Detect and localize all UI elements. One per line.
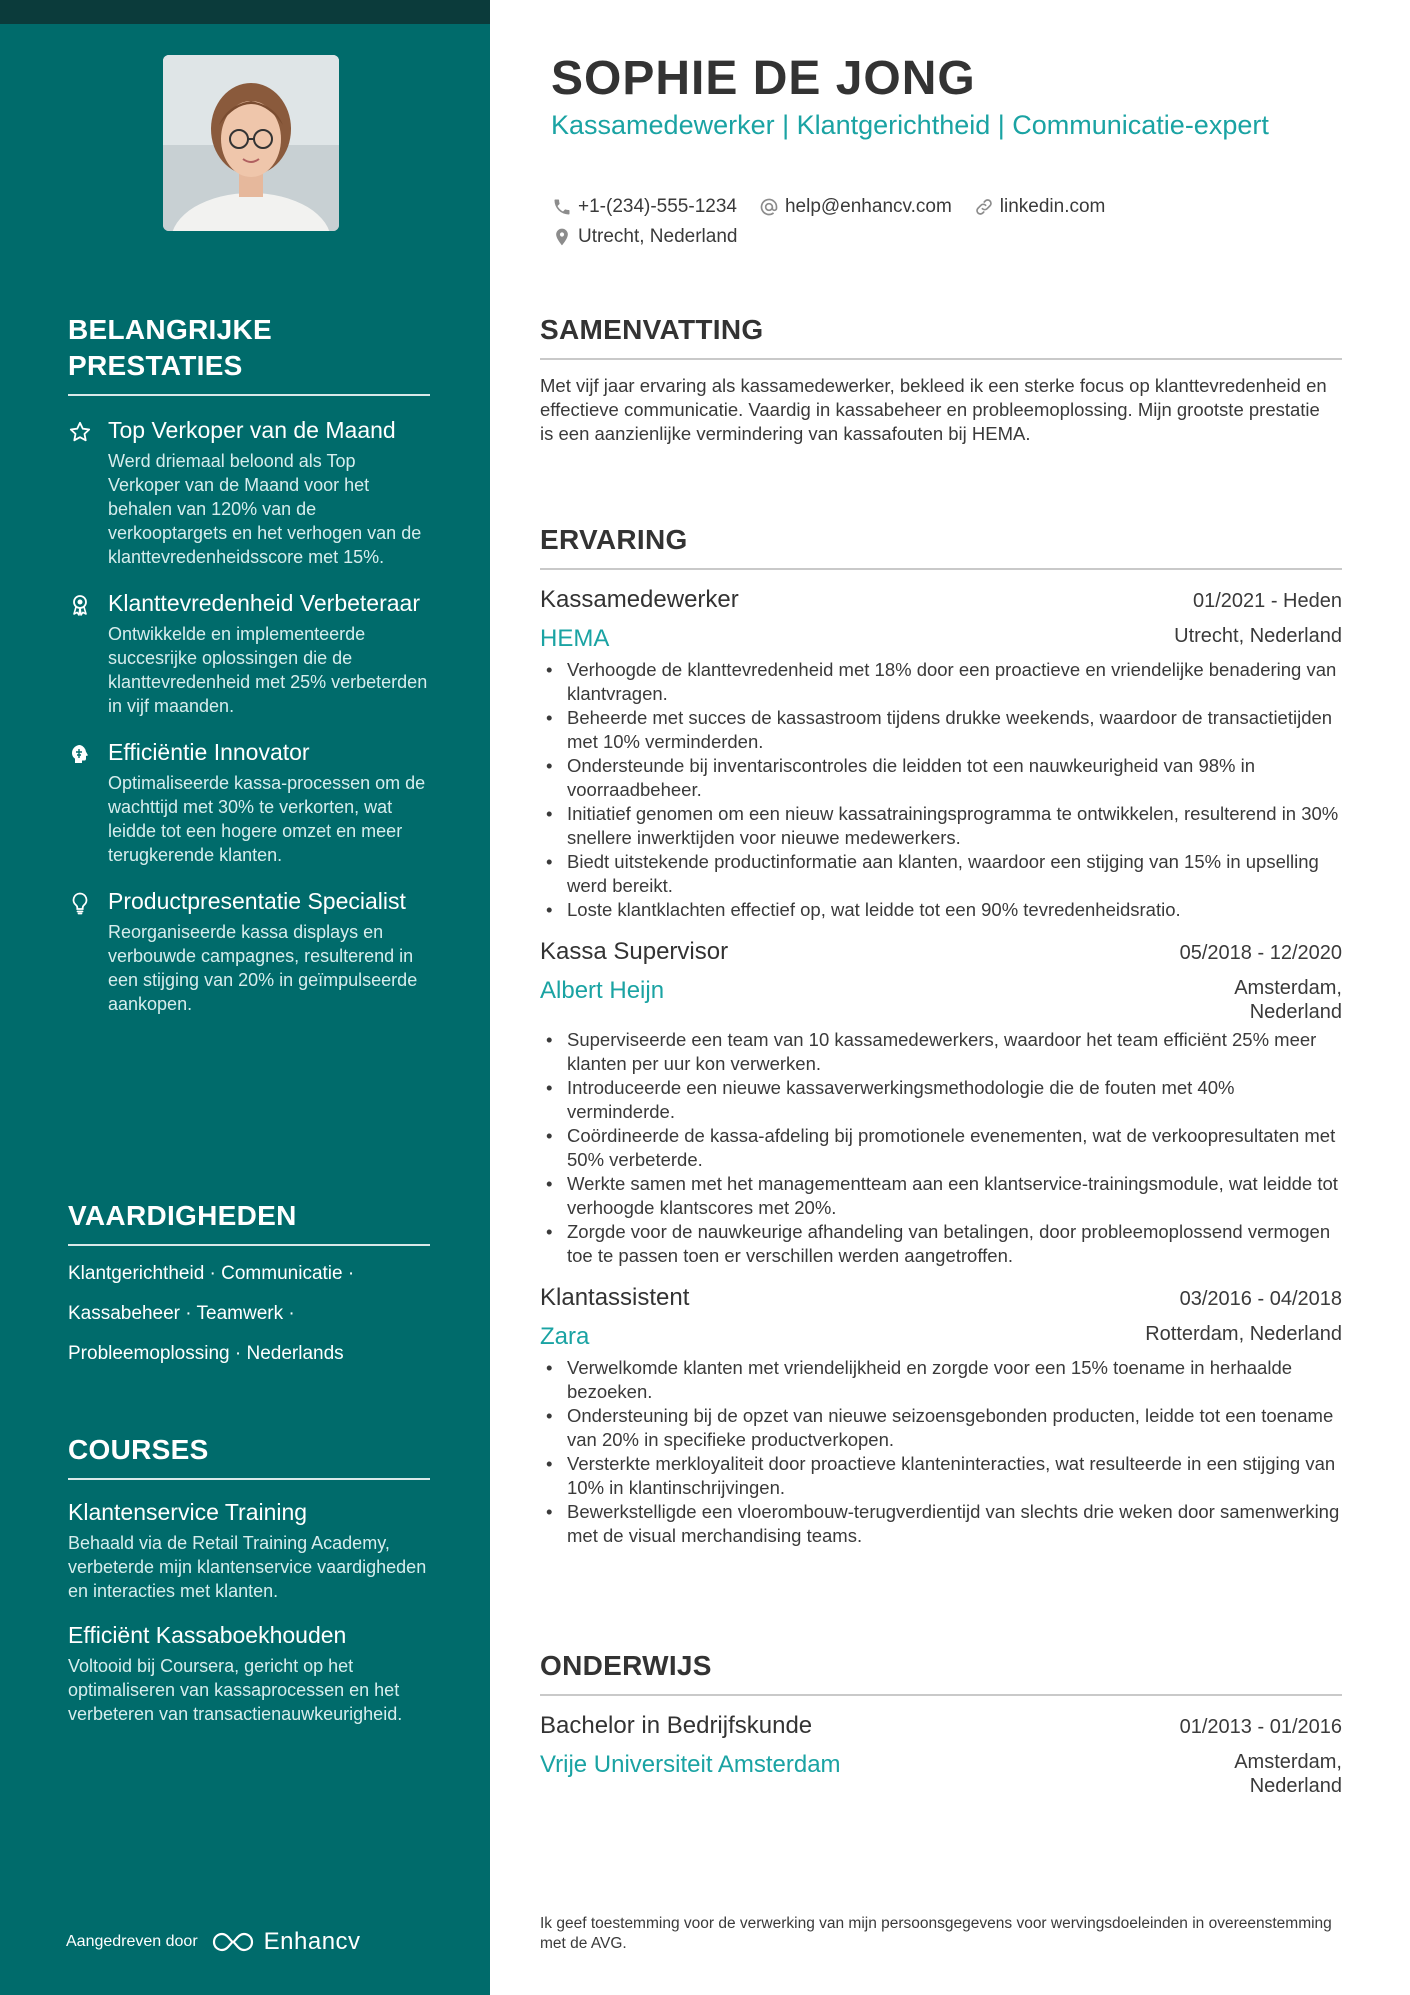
achievement-item bbox=[68, 416, 430, 569]
candidate-name: SOPHIE DE JONG bbox=[551, 52, 976, 105]
course-description: Behaald via de Retail Training Academy, verbeterde mijn klantenservice vaardigheden en interacties met klanten. bbox=[68, 1533, 427, 1601]
achievements-section bbox=[68, 312, 430, 1016]
powered-by bbox=[66, 1928, 361, 1956]
achievement-item bbox=[68, 589, 430, 718]
company-name: Albert Heijn bbox=[540, 977, 665, 1004]
brain-icon bbox=[68, 742, 92, 766]
job-bullet: • Verhoogde de klanttevredenheid met 18% door een proactieve en vriendelijke benadering van klantvragen. bbox=[540, 658, 1342, 706]
job-location: Amsterdam, Nederland bbox=[1234, 977, 1342, 1023]
job-location: Utrecht, Nederland bbox=[1174, 625, 1342, 647]
job-title: Kassamedewerker bbox=[540, 586, 739, 613]
achievement-item bbox=[68, 738, 430, 867]
achievement-description: Werd driemaal beloond als Top Verkoper van de Maand voor het behalen van 120% van de verkooptargets en het verhogen van de klanttevredenheidsscore met 15%. bbox=[108, 451, 422, 567]
job-bullet: • Coördineerde de kassa-afdeling bij promotionele evenementen, wat de verkoopresultaten met 50% verbeterde. bbox=[540, 1124, 1342, 1172]
job-location: Rotterdam, Nederland bbox=[1145, 1323, 1342, 1345]
skills-divider bbox=[68, 1244, 430, 1246]
education-title: ONDERWIJS bbox=[540, 1650, 712, 1681]
achievement-description: Optimaliseerde kassa-processen om de wachttijd met 30% te verkorten, wat leidde tot een hogere omzet en meer terugkerende klanten. bbox=[108, 773, 426, 865]
job-bullet: • Initiatief genomen om een nieuw kassatrainingsprogramma te ontwikkelen, resulterend in 30% snellere inwerktijden voor nieuwe medewerkers. bbox=[540, 802, 1342, 850]
courses-divider bbox=[68, 1478, 430, 1480]
course-description: Voltooid bij Coursera, gericht op het optimaliseren van kassaprocessen en het verbeteren van transactienauwkeurigheid. bbox=[68, 1656, 403, 1724]
phone-text: +1-(234)-555-1234 bbox=[578, 196, 737, 217]
location-text: Utrecht, Nederland bbox=[578, 226, 738, 247]
job-bullet: • Loste klantklachten effectief op, wat leidde tot een 90% tevredenheidsratio. bbox=[540, 898, 1342, 922]
job-bullet: • Biedt uitstekende productinformatie aan klanten, waardoor een stijging van 15% in upselling werd bereikt. bbox=[540, 850, 1342, 898]
sidebar-top-bar bbox=[0, 0, 490, 24]
job-dates: 03/2016 - 04/2018 bbox=[1179, 1288, 1342, 1310]
education-divider bbox=[540, 1694, 1342, 1696]
job-bullet: • Versterkte merkloyaliteit door proactieve klanteninteracties, wat resulteerde in een stijging van 10% in klantinschrijvingen. bbox=[540, 1452, 1342, 1500]
gdpr-consent: Ik geef toestemming voor de verwerking van mijn persoonsgegevens voor wervingsdoeleinden in overeenstemming met de AVG. bbox=[540, 1915, 1332, 1952]
link-icon bbox=[974, 197, 994, 217]
job-bullet: • Beheerde met succes de kassastroom tijdens drukke weekends, waardoor de transactietijden met 10% verminderden. bbox=[540, 706, 1342, 754]
candidate-headline: Kassamedewerker | Klantgerichtheid | Communicatie-expert bbox=[551, 110, 1269, 140]
job-bullets bbox=[540, 658, 1342, 922]
school-name: Vrije Universiteit Amsterdam bbox=[540, 1751, 841, 1778]
summary-divider bbox=[540, 358, 1342, 360]
job-dates: 01/2021 - Heden bbox=[1192, 590, 1342, 612]
sidebar bbox=[0, 0, 490, 1995]
education-dates: 01/2013 - 01/2016 bbox=[1179, 1716, 1342, 1738]
achievements-divider bbox=[68, 394, 430, 396]
experience-section bbox=[540, 522, 1342, 1548]
degree-title: Bachelor in Bedrijfskunde bbox=[540, 1712, 813, 1739]
skills-row: Probleemoplossing · Nederlands bbox=[68, 1343, 344, 1364]
courses-title: COURSES bbox=[68, 1434, 209, 1465]
courses-section bbox=[68, 1432, 430, 1726]
job-entry bbox=[540, 936, 1342, 1268]
job-dates: 05/2018 - 12/2020 bbox=[1179, 942, 1342, 964]
job-bullet: • Verwelkomde klanten met vriendelijkheid en zorgde voor een 15% toename in herhaalde bezoeken. bbox=[540, 1356, 1342, 1404]
email-text: help@enhancv.com bbox=[784, 196, 952, 217]
education-location: Amsterdam, Nederland bbox=[1234, 1751, 1342, 1797]
achievement-title: Top Verkoper van de Maand bbox=[108, 417, 396, 443]
job-entry bbox=[540, 584, 1342, 922]
enhancv-logo-text: Enhancv bbox=[263, 1928, 361, 1955]
enhancv-logo[interactable] bbox=[210, 1928, 361, 1956]
course-title: Klantenservice Training bbox=[68, 1499, 308, 1525]
star-icon bbox=[68, 420, 92, 444]
achievement-title: Efficiëntie Innovator bbox=[108, 739, 310, 765]
experience-divider bbox=[540, 568, 1342, 570]
linkedin-text: linkedin.com bbox=[999, 196, 1106, 217]
contact-phone[interactable] bbox=[552, 192, 737, 222]
job-bullet: • Zorgde voor de nauwkeurige afhandeling van betalingen, door probleemoplossend vermogen toe te passen toen er verschillen werden aangetroffen. bbox=[540, 1220, 1342, 1268]
job-title: Klantassistent bbox=[540, 1284, 690, 1311]
achievement-item bbox=[68, 887, 430, 1016]
company-name: HEMA bbox=[540, 625, 610, 652]
company-name: Zara bbox=[540, 1323, 590, 1350]
job-bullet: • Werkte samen met het managementteam aan een klantservice-trainingsmodule, wat leidde tot verhoogde klantscores met 20%. bbox=[540, 1172, 1342, 1220]
location-pin-icon bbox=[552, 227, 572, 247]
skills-row: Kassabeheer · Teamwerk · bbox=[68, 1303, 295, 1324]
job-bullets bbox=[540, 1356, 1342, 1548]
job-bullet: • Bewerkstelligde een vloerombouw-terugverdientijd van slechts drie weken door samenwerking met de visual merchandising teams. bbox=[540, 1500, 1342, 1548]
contact-linkedin[interactable] bbox=[974, 192, 1106, 222]
job-bullets bbox=[540, 1028, 1342, 1268]
at-icon bbox=[759, 197, 779, 217]
achievements-title: BELANGRIJKE PRESTATIES bbox=[68, 314, 272, 381]
award-icon bbox=[68, 593, 92, 617]
summary-title: SAMENVATTING bbox=[540, 314, 764, 345]
job-title: Kassa Supervisor bbox=[540, 938, 729, 965]
summary-text: Met vijf jaar ervaring als kassamedewerker, bekleed ik een sterke focus op klanttevredenheid en effectieve communicatie. Vaardig in kassabeheer en probleemoplossing. Mijn grootste prestatie is een aanzienlijke vermindering van kassafouten bij HEMA. bbox=[540, 375, 1327, 444]
job-bullet: • Ondersteunde bij inventariscontroles die leidden tot een nauwkeurigheid van 98% in voorraadbeheer. bbox=[540, 754, 1342, 802]
job-bullet: • Introduceerde een nieuwe kassaverwerkingsmethodologie die de fouten met 40% verminderde. bbox=[540, 1076, 1342, 1124]
enhancv-logo-icon bbox=[210, 1929, 256, 1955]
achievement-title: Productpresentatie Specialist bbox=[108, 888, 406, 914]
profile-photo bbox=[163, 55, 339, 231]
skills-row: Klantgerichtheid · Communicatie · bbox=[68, 1263, 355, 1284]
achievement-description: Ontwikkelde en implementeerde succesrijke oplossingen die de klanttevredenheid met 25% verbeterden in vijf maanden. bbox=[108, 624, 428, 716]
contact-info bbox=[552, 192, 1312, 252]
powered-by-label: Aangedreven door bbox=[66, 1933, 198, 1950]
education-entry bbox=[540, 1710, 1342, 1798]
lightbulb-icon bbox=[68, 891, 92, 915]
experience-title: ERVARING bbox=[540, 524, 688, 555]
phone-icon bbox=[552, 197, 572, 217]
achievement-description: Reorganiseerde kassa displays en verbouwde campagnes, resulterend in een stijging van 20% in geïmpulseerde aankopen. bbox=[108, 922, 418, 1014]
skills-section bbox=[68, 1198, 430, 1366]
contact-email[interactable] bbox=[759, 192, 952, 222]
job-bullet: • Superviseerde een team van 10 kassamedewerkers, waardoor het team efficiënt 25% meer klanten per uur kon verwerken. bbox=[540, 1028, 1342, 1076]
course-title: Efficiënt Kassaboekhouden bbox=[68, 1622, 347, 1648]
achievement-title: Klanttevredenheid Verbeteraar bbox=[108, 590, 420, 616]
summary-section bbox=[540, 312, 1342, 446]
job-bullet: • Ondersteuning bij de opzet van nieuwe seizoensgebonden producten, leidde tot een toename van 20% in specifieke productverkopen. bbox=[540, 1404, 1342, 1452]
skills-title: VAARDIGHEDEN bbox=[68, 1200, 297, 1231]
job-entry bbox=[540, 1282, 1342, 1548]
contact-location bbox=[552, 222, 737, 252]
education-section bbox=[540, 1648, 1342, 1798]
